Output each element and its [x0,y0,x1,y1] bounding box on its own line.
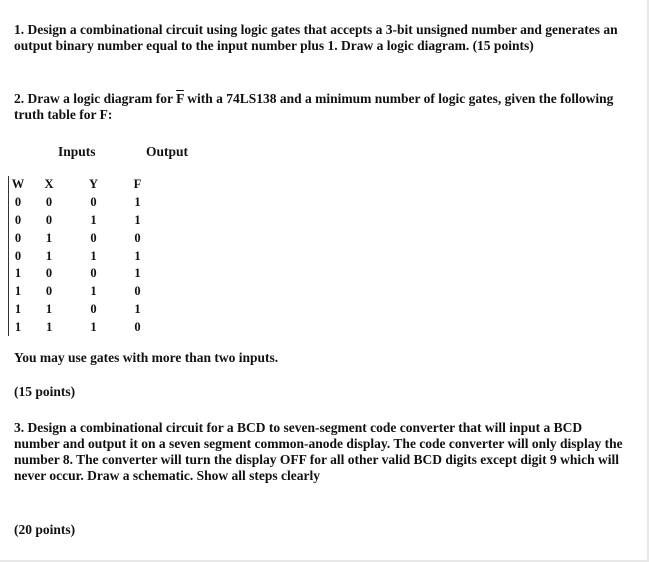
question-2-text [14,91,624,123]
table-row [9,283,160,301]
cell-w: 0 [9,212,28,230]
question-2-points: (15 points) [14,384,76,399]
cell-x: 0 [45,195,53,210]
cell-x: 0 [45,212,53,227]
gates-note: You may use gates with more than two inputs. [14,350,279,365]
cell-f: 1 [134,301,141,316]
truth-table [8,176,160,336]
cell-w: 0 [9,229,28,247]
cell-f: 1 [134,248,141,263]
question-1-text: 1. Design a combinational circuit using logic gates that accepts a 3-bit unsigned number and generates an output binary number equal to the input number plus 1. Draw a logic diagram. (15 points) [14,22,618,53]
cell-y: 1 [90,319,97,334]
cell-x: 1 [45,248,53,263]
cell-y: 0 [90,301,97,316]
cell-y: 1 [90,248,97,263]
question-3-text: 3. Design a combinational circuit for a BCD to seven-segment code converter that will input a BCD number and output it on a seven segment common-anode display. The code converter will only display the number 8. The converter will turn the display OFF for all other valid BCD digits except digit 9 which will never occur. Draw a schematic. Show all steps clearly [14,420,623,483]
cell-y: 1 [90,212,97,227]
table-row [9,265,160,283]
cell-x: 0 [45,266,53,281]
inputs-header: Inputs [58,144,96,159]
column-header-w: W [9,176,28,194]
cell-w: 0 [9,194,28,212]
table-row [9,318,160,336]
cell-y: 1 [90,284,97,299]
cell-y: 0 [90,195,97,210]
column-header-x: X [44,177,54,192]
truth-table-body [9,176,160,336]
table-row [9,212,160,230]
question-2-prefix: 2. Draw a logic diagram for [14,91,177,106]
cell-w: 1 [9,301,28,319]
column-header-f: F [133,177,142,192]
table-row [9,194,160,212]
cell-f: 0 [134,284,141,299]
table-row [9,247,160,265]
cell-x: 1 [45,301,53,316]
cell-y: 0 [90,230,97,245]
cell-w: 1 [9,318,28,336]
cell-f: 1 [134,195,141,210]
cell-w: 1 [9,265,28,283]
cell-f: 0 [134,230,141,245]
f-bar-symbol: $\overline{F}$ [176,91,184,106]
truth-table-header-row [9,176,160,194]
question-3-points: (20 points) [14,522,76,537]
cell-f: 1 [134,212,141,227]
question-2-suffix: with a 74LS138 and a minimum number of logic gates, given the following truth table for F: [14,91,614,122]
cell-w: 1 [9,283,28,301]
column-header-y: Y [88,177,99,192]
cell-y: 0 [90,266,97,281]
output-header: Output [146,144,189,159]
cell-x: 0 [45,284,53,299]
cell-x: 1 [46,319,53,334]
cell-w: 0 [9,247,28,265]
cell-f: 1 [134,266,141,281]
cell-f: 0 [134,319,141,334]
table-row [9,229,160,247]
cell-x: 1 [45,230,53,245]
table-row [9,301,160,319]
